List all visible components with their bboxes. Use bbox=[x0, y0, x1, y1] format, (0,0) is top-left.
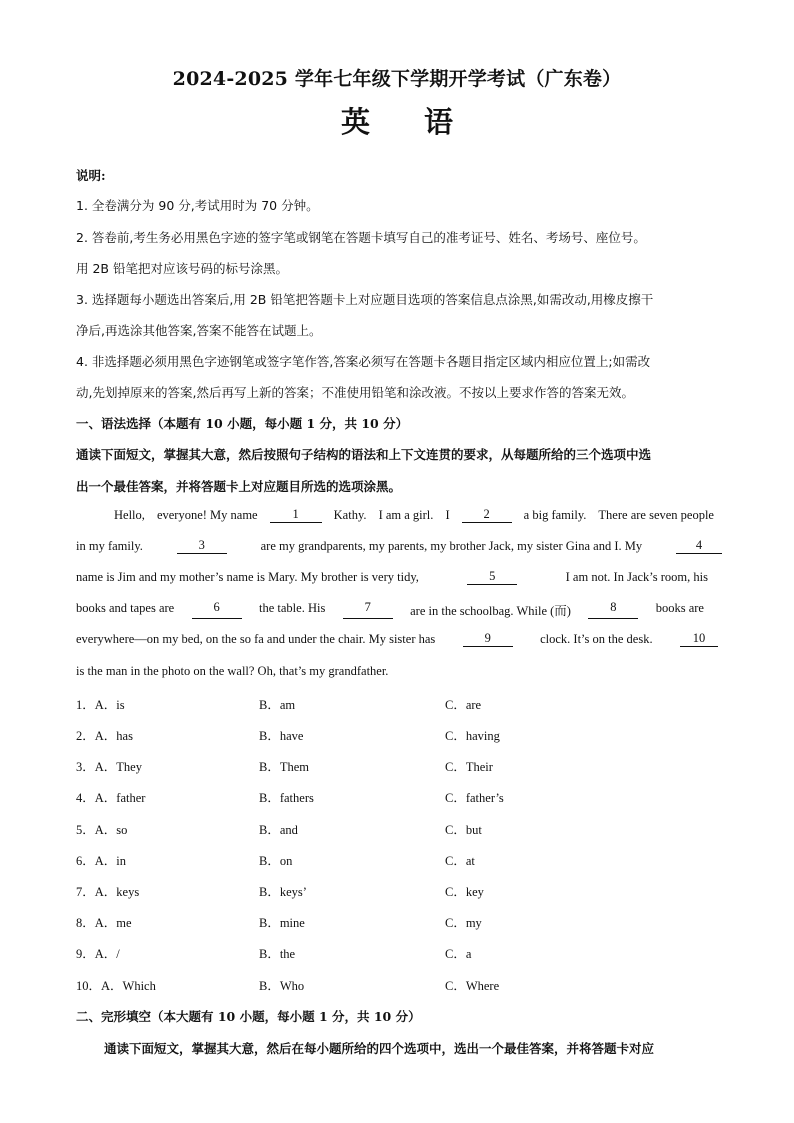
blank-10: 10 bbox=[680, 632, 718, 647]
blank-1: 1 bbox=[270, 508, 322, 523]
passage-text: books are bbox=[655, 601, 704, 615]
option-a[interactable]: 1．A．is bbox=[76, 698, 125, 712]
passage-text: I bbox=[445, 508, 450, 522]
option-a[interactable]: 7．A．keys bbox=[76, 885, 140, 899]
option-c[interactable]: C．father’s bbox=[445, 791, 504, 805]
passage-text: There are seven people bbox=[598, 508, 714, 522]
option-c[interactable]: C．at bbox=[445, 854, 475, 868]
option-c[interactable]: C．key bbox=[445, 885, 484, 899]
instructions-heading: 说明: bbox=[76, 168, 106, 183]
subject-title: 英 语 bbox=[340, 105, 476, 139]
blank-5: 5 bbox=[467, 570, 517, 585]
option-a[interactable]: 2．A．has bbox=[76, 729, 133, 743]
option-a[interactable]: 8．A．me bbox=[76, 916, 132, 930]
passage-line-6 bbox=[76, 664, 722, 679]
option-b[interactable]: B．the bbox=[259, 947, 296, 961]
instruction-1: 1. 全卷满分为 90 分,考试用时为 70 分钟。 bbox=[76, 198, 319, 213]
option-b[interactable]: B．and bbox=[259, 823, 298, 837]
passage-text: are in the schoolbag. While (而) bbox=[410, 604, 571, 618]
exam-title: 2024-2025 学年七年级下学期开学考试（广东卷） bbox=[172, 68, 622, 90]
passage-text: books and tapes are bbox=[76, 601, 175, 615]
option-a[interactable]: 5．A．so bbox=[76, 823, 128, 837]
instruction-2b: 用 2B 铅笔把对应该号码的标号涂黑。 bbox=[76, 261, 288, 276]
option-b[interactable]: B．Them bbox=[259, 760, 309, 774]
option-a[interactable]: 3．A．They bbox=[76, 760, 142, 774]
instruction-3b: 净后,再选涂其他答案,答案不能答在试题上。 bbox=[76, 323, 322, 338]
passage-text: Hello, bbox=[114, 508, 145, 522]
blank-2: 2 bbox=[462, 508, 512, 523]
option-c[interactable]: C．having bbox=[445, 729, 500, 743]
option-c[interactable]: C．my bbox=[445, 916, 482, 930]
option-b[interactable]: B．am bbox=[259, 698, 296, 712]
instruction-3a: 3. 选择题每小题选出答案后,用 2B 铅笔把答题卡上对应题目选项的答案信息点涂黑,如需改动,用橡皮擦干 bbox=[76, 292, 654, 307]
passage-text: I am a girl. bbox=[378, 508, 434, 522]
option-a[interactable]: 9．A．/ bbox=[76, 947, 120, 961]
blank-4: 4 bbox=[676, 539, 722, 554]
passage-text: I am not. In Jack’s room, his bbox=[565, 570, 708, 584]
option-a[interactable]: 6．A．in bbox=[76, 854, 127, 868]
option-c[interactable]: C．but bbox=[445, 823, 482, 837]
section2-heading: 二、完形填空（本大题有 10 小题，每小题 1 分，共 10 分） bbox=[76, 1009, 421, 1024]
instruction-2a: 2. 答卷前,考生务必用黑色字迹的签字笔或钢笔在答题卡填写自己的准考证号、姓名、考场号、座位号。 bbox=[76, 230, 646, 245]
option-b[interactable]: B．on bbox=[259, 854, 293, 868]
section1-directions-b: 出一个最佳答案，并将答题卡上对应题目所选的选项涂黑。 bbox=[76, 479, 402, 494]
passage-line-3 bbox=[76, 570, 708, 585]
passage-text: are my grandparents, my parents, my brother Jack, my sister Gina and I. My bbox=[260, 539, 643, 553]
passage-text: clock. It’s on the desk. bbox=[540, 632, 653, 646]
passage-text: name is Jim and my mother’s name is Mary. My brother is very tidy, bbox=[76, 570, 419, 584]
option-c[interactable]: C．Where bbox=[445, 979, 500, 993]
blank-3: 3 bbox=[177, 539, 227, 554]
section2-directions: 通读下面短文，掌握其大意，然后在每小题所给的四个选项中，选出一个最佳答案，并将答题卡对应 bbox=[104, 1041, 655, 1056]
option-b[interactable]: B．keys’ bbox=[259, 885, 307, 899]
passage-text: a big family. bbox=[523, 508, 587, 522]
passage-text: the table. His bbox=[259, 601, 326, 615]
option-a[interactable]: 10．A．Which bbox=[76, 979, 156, 993]
passage-line-5 bbox=[76, 632, 718, 647]
option-b[interactable]: B．fathers bbox=[259, 791, 314, 805]
option-b[interactable]: B．Who bbox=[259, 979, 305, 993]
passage-text: everywhere—on my bed, on the so fa and under the chair. My sister has bbox=[76, 632, 436, 646]
option-a[interactable]: 4．A．father bbox=[76, 791, 146, 805]
passage-text: everyone! My name bbox=[156, 508, 258, 522]
section1-heading: 一、语法选择（本题有 10 小题，每小题 1 分，共 10 分） bbox=[76, 416, 409, 431]
blank-7: 7 bbox=[343, 601, 393, 619]
section1-directions-a: 通读下面短文，掌握其大意，然后按照句子结构的语法和上下文连贯的要求，从每题所给的三个选项中选 bbox=[76, 447, 652, 462]
option-b[interactable]: B．mine bbox=[259, 916, 305, 930]
passage-text: Kathy. bbox=[333, 508, 367, 522]
blank-8: 8 bbox=[588, 601, 638, 619]
option-c[interactable]: C．are bbox=[445, 698, 482, 712]
passage-line-4 bbox=[76, 601, 704, 619]
passage-text: is the man in the photo on the wall? Oh, that’s my grandfather. bbox=[76, 664, 389, 678]
blank-6: 6 bbox=[192, 601, 242, 619]
option-b[interactable]: B．have bbox=[259, 729, 304, 743]
option-c[interactable]: C．a bbox=[445, 947, 472, 961]
instruction-4b: 动,先划掉原来的答案,然后再写上新的答案；不准使用铅笔和涂改液。不按以上要求作答的答案无效。 bbox=[76, 385, 634, 400]
passage-text: in my family. bbox=[76, 539, 143, 553]
passage-line-1 bbox=[114, 508, 714, 523]
instruction-4a: 4. 非选择题必须用黑色字迹钢笔或签字笔作答,答案必须写在答题卡各题目指定区域内相应位置上;如需改 bbox=[76, 354, 651, 369]
passage-line-2 bbox=[76, 539, 722, 554]
option-c[interactable]: C．Their bbox=[445, 760, 493, 774]
blank-9: 9 bbox=[463, 632, 513, 647]
